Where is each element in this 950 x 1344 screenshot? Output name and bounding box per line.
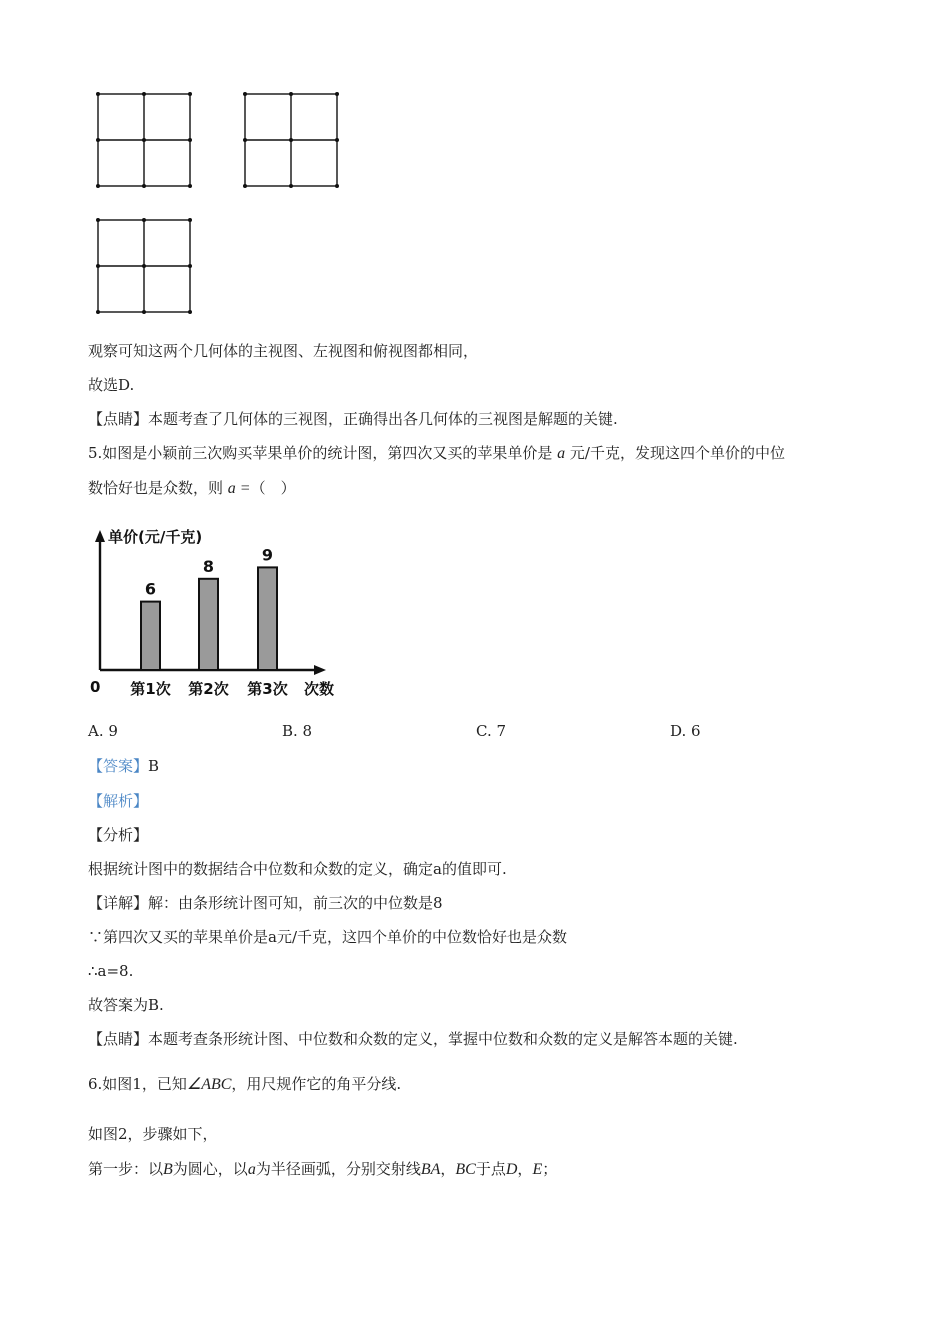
q6-line3	[88, 1159, 557, 1180]
bar-value-label: 6	[144, 579, 157, 599]
comma: ，	[517, 1160, 533, 1178]
ray-bc: BC	[455, 1161, 476, 1178]
q5-blank: （ ）	[250, 479, 296, 497]
category-label: 第2次	[188, 680, 229, 698]
answer-value: B	[148, 757, 160, 775]
x-axis-label: 次数	[304, 680, 335, 698]
origin-label: 0	[90, 678, 101, 696]
answer-line	[88, 756, 159, 776]
comment-tag: 【点睛】	[88, 410, 149, 428]
top-view-grid	[94, 216, 194, 316]
because-line: ∵第四次又买的苹果单价是a元/千克，这四个单价的中位数恰好也是众数	[88, 928, 567, 946]
choose-text: 故选D.	[88, 376, 135, 394]
category-label: 第3次	[247, 680, 288, 698]
observe-text: 观察可知这两个几何体的主视图、左视图和俯视图都相同，	[88, 342, 479, 360]
comma: ，	[440, 1160, 456, 1178]
option-d: D. 6	[670, 722, 701, 740]
var-a: a	[557, 445, 566, 462]
option-c: C. 7	[476, 722, 507, 740]
q5-text-a: 5.如图是小颖前三次购买苹果单价的统计图，第四次又买的苹果单价是	[88, 444, 553, 462]
step-text-a: 第一步：以	[88, 1160, 164, 1178]
radius-a: a	[247, 1161, 256, 1178]
step-text-b: 为圆心，以	[172, 1160, 248, 1178]
q5-line1	[88, 443, 785, 464]
therefore-line: ∴a=8.	[88, 962, 134, 980]
q5-comment	[88, 1029, 738, 1049]
y-axis-arrow	[95, 530, 105, 542]
step-text-d: 于点	[475, 1160, 506, 1178]
answer-tag: 【答案】	[88, 757, 149, 775]
front-view-grid	[94, 90, 194, 190]
q5-line2	[88, 478, 296, 499]
detail-tag: 【详解】	[88, 894, 149, 912]
option-b: B. 8	[282, 722, 313, 740]
side-view-grid	[241, 90, 341, 190]
equation: a =	[227, 480, 251, 497]
fenxi-text: 根据统计图中的数据结合中位数和众数的定义，确定a的值即可.	[88, 860, 507, 878]
x-axis-arrow	[314, 665, 326, 675]
bar-1	[141, 602, 160, 670]
bar-chart	[86, 520, 366, 710]
bar-3	[258, 567, 277, 670]
q6-line2: 如图2，步骤如下，	[88, 1125, 218, 1143]
comment-text: 本题考查条形统计图、中位数和众数的定义，掌握中位数和众数的定义是解答本题的关键.	[148, 1030, 738, 1048]
fenxi-tag: 【分析】	[88, 826, 149, 844]
point-b: B	[163, 1161, 173, 1178]
analysis-tag: 【解析】	[88, 792, 149, 810]
comment-text: 本题考查了几何体的三视图，正确得出各几何体的三视图是解题的关键.	[148, 410, 618, 428]
ray-ba: BA	[420, 1161, 441, 1178]
q6-line1	[88, 1074, 401, 1095]
q6-text-a: 6.如图1，已知	[88, 1075, 187, 1093]
point-d: D	[505, 1161, 518, 1178]
y-axis-label: 单价(元/千克)	[108, 528, 203, 546]
detail-text: 解：由条形统计图可知，前三次的中位数是8	[148, 894, 443, 912]
point-e: E	[532, 1161, 543, 1178]
category-label: 第1次	[130, 680, 171, 698]
bars	[130, 545, 287, 698]
q5-text-c: 数恰好也是众数，则	[88, 479, 224, 497]
final-answer: 故答案为B.	[88, 996, 164, 1014]
angle-abc: ∠ABC	[186, 1076, 232, 1093]
semicolon: ；	[542, 1160, 558, 1178]
option-a: A. 9	[88, 722, 118, 740]
step-text-c: 为半径画弧，分别交射线	[255, 1160, 421, 1178]
bar-value-label: 8	[202, 556, 215, 576]
bar-2	[199, 579, 218, 670]
prev-comment	[88, 409, 618, 429]
q5-text-b: 元/千克，发现这四个单价的中位	[569, 444, 785, 462]
detail-line	[88, 893, 443, 913]
comment-tag: 【点睛】	[88, 1030, 149, 1048]
bar-value-label: 9	[261, 545, 274, 565]
q6-text-b: ，用尺规作它的角平分线.	[231, 1075, 402, 1093]
